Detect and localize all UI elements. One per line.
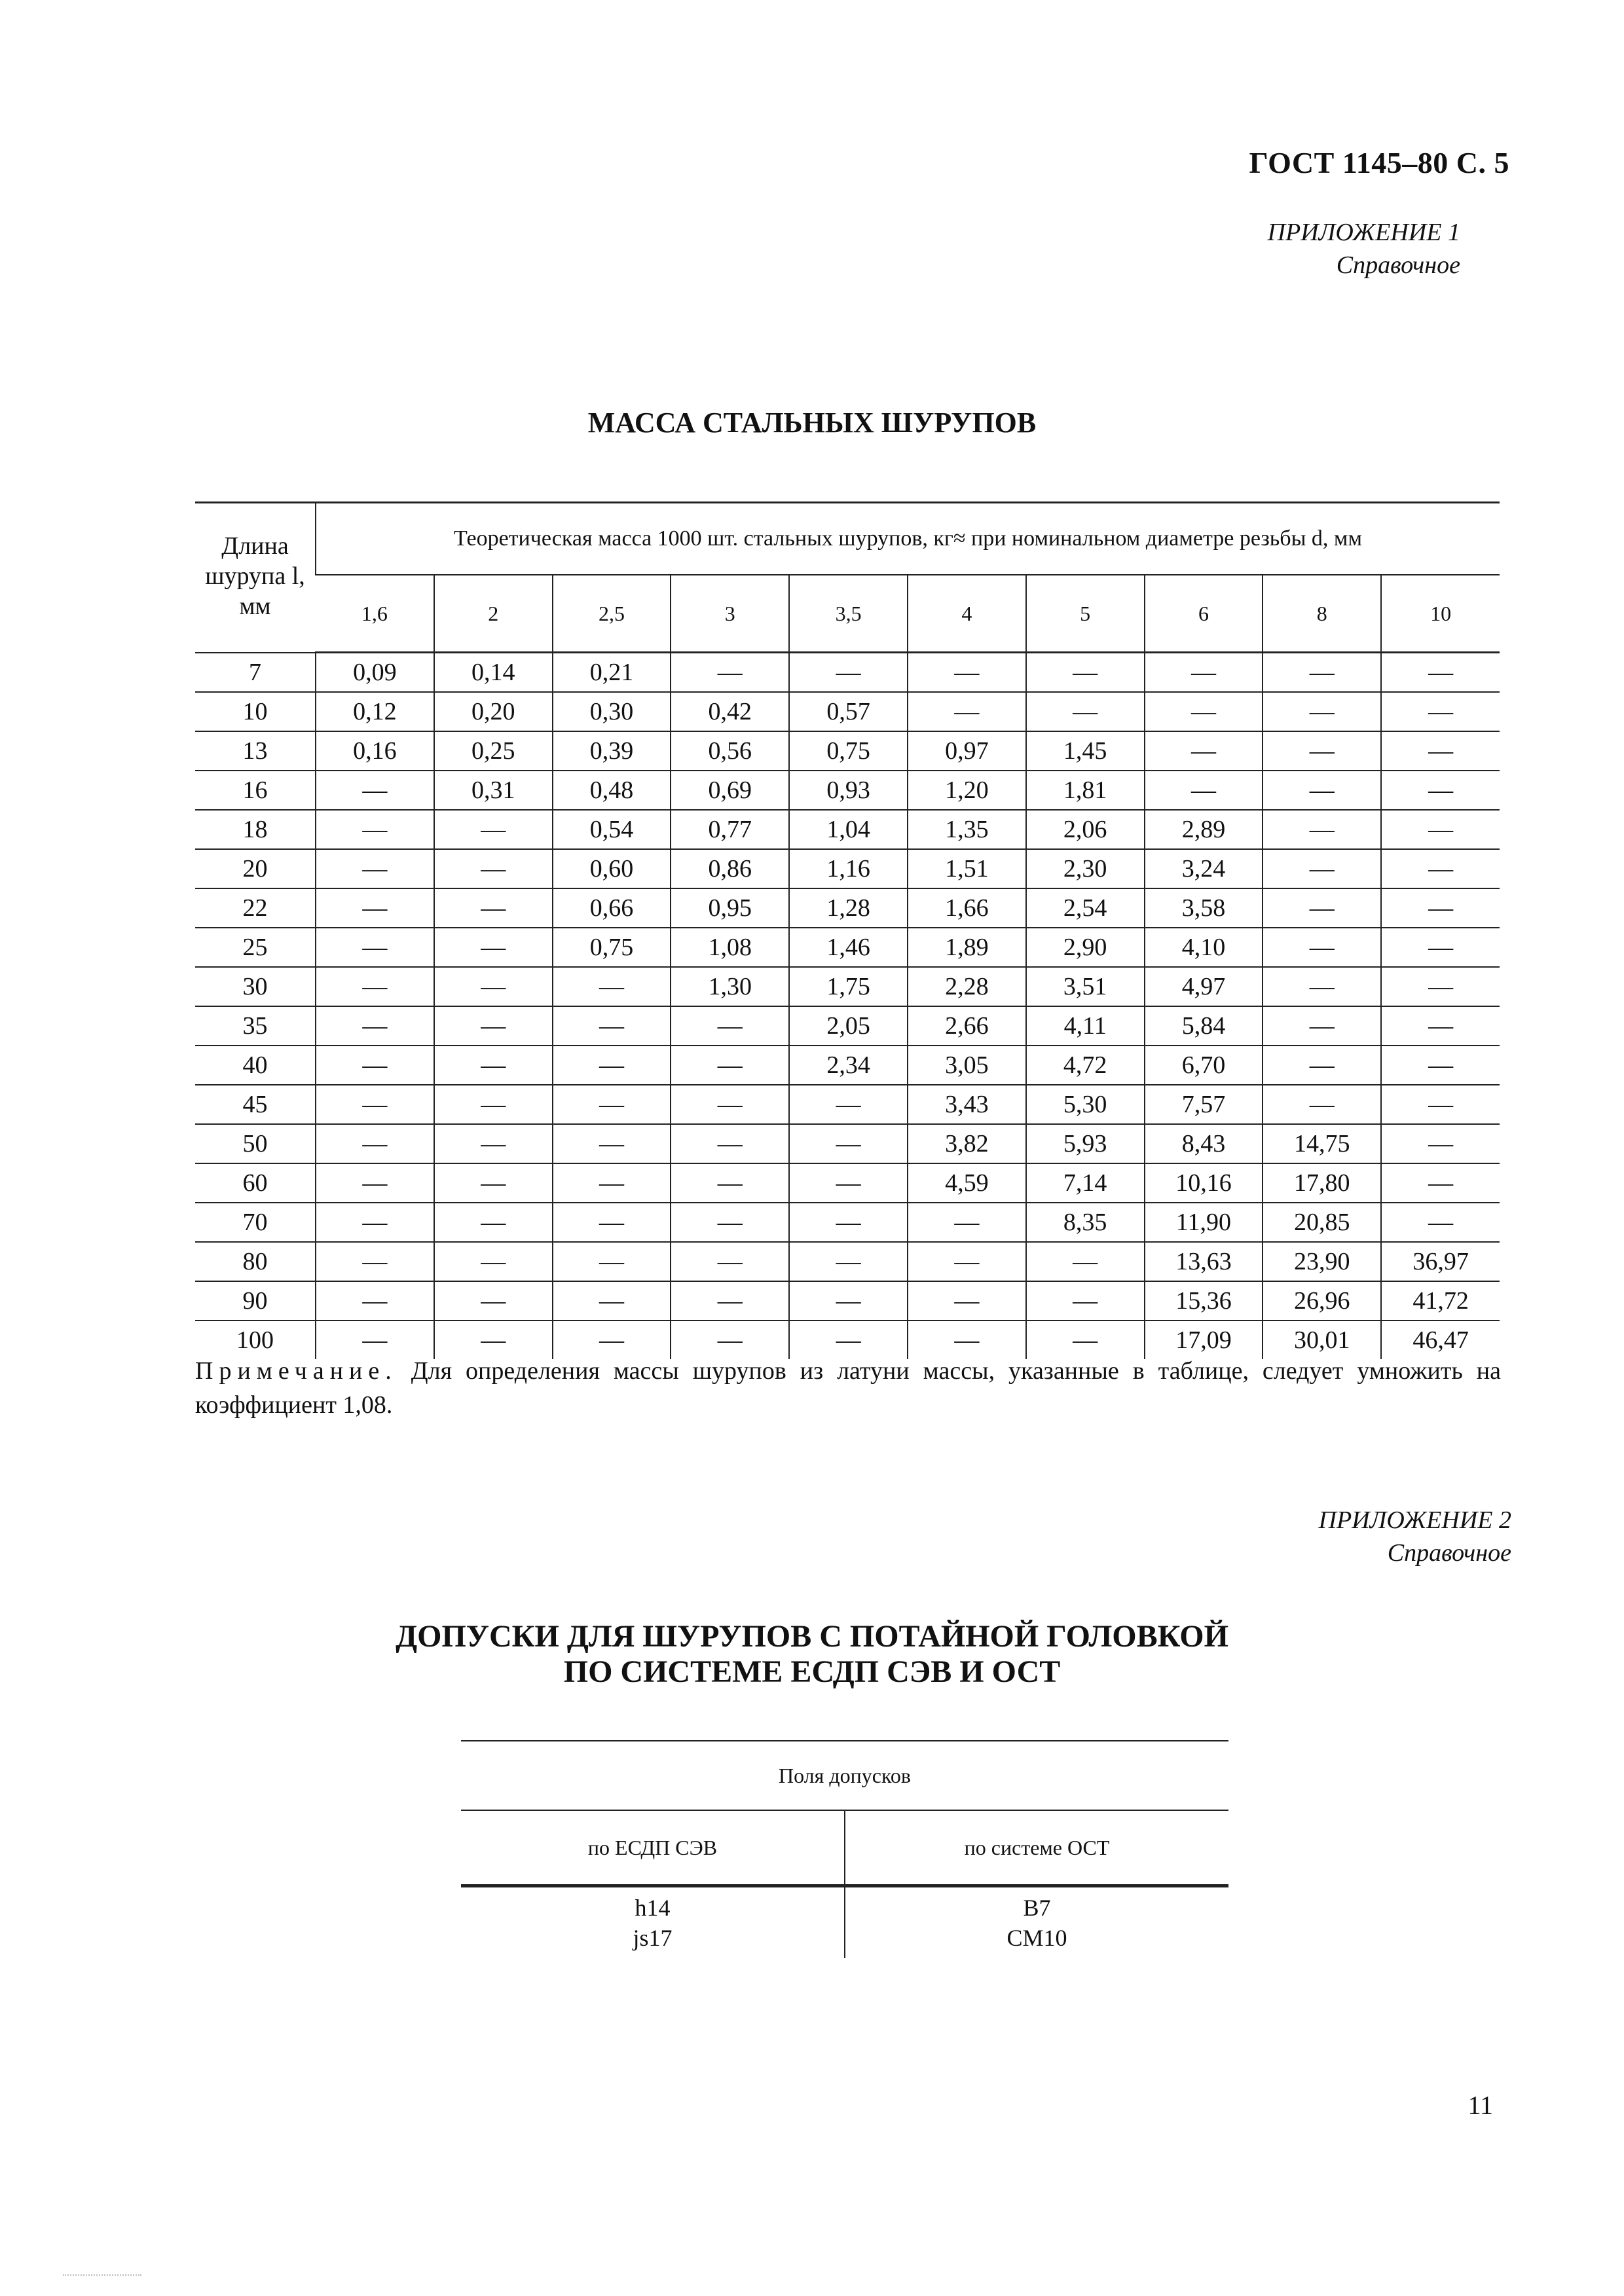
mass-cell: — [1263, 1085, 1381, 1124]
appendix-1-label: ПРИЛОЖЕНИЕ 1 [1267, 219, 1460, 246]
mass-cell: 0,77 [671, 810, 789, 849]
mass-cell: 2,05 [789, 1006, 908, 1046]
mass-cell: 7,14 [1026, 1163, 1145, 1203]
mass-cell: 7,57 [1145, 1085, 1263, 1124]
mass-cell: 0,86 [671, 849, 789, 888]
mass-cell: 2,90 [1026, 928, 1145, 967]
mass-cell: — [1381, 849, 1500, 888]
mass-cell: — [908, 653, 1026, 693]
mass-cell: 1,45 [1026, 731, 1145, 771]
table-row [195, 888, 1500, 928]
mass-cell: 0,12 [316, 692, 434, 731]
table-row [195, 653, 1500, 693]
mass-cell: — [434, 888, 553, 928]
mass-cell: 0,60 [553, 849, 671, 888]
mass-cell: — [1381, 1006, 1500, 1046]
table-note [195, 1354, 1501, 1422]
mass-cell: — [908, 1281, 1026, 1321]
mass-cell: — [553, 1124, 671, 1163]
mass-cell: — [1263, 653, 1381, 693]
mass-cell: 17,09 [1145, 1321, 1263, 1359]
mass-cell: 41,72 [1381, 1281, 1500, 1321]
mass-cell: 1,46 [789, 928, 908, 967]
mass-cell: — [1263, 849, 1381, 888]
appendix-1-kind: Справочное [1336, 251, 1460, 279]
length-cell: 10 [195, 692, 316, 731]
mass-cell: 0,54 [553, 810, 671, 849]
length-cell: 20 [195, 849, 316, 888]
esdp-value: h14 [635, 1895, 671, 1921]
mass-cell: — [1263, 692, 1381, 731]
document-code: ГОСТ 1145–80 С. 5 [1249, 146, 1509, 179]
mass-cell: — [316, 1085, 434, 1124]
mass-cell: — [553, 1281, 671, 1321]
mass-cell: — [434, 928, 553, 967]
mass-cell: — [671, 1203, 789, 1242]
mass-cell: — [908, 1321, 1026, 1359]
mass-cell: 2,30 [1026, 849, 1145, 888]
mass-cell: 2,34 [789, 1046, 908, 1085]
mass-cell: — [671, 1006, 789, 1046]
mass-cell: — [553, 1163, 671, 1203]
mass-cell: 0,25 [434, 731, 553, 771]
mass-cell: 0,14 [434, 653, 553, 693]
mass-cell: 10,16 [1145, 1163, 1263, 1203]
mass-cell: 0,09 [316, 653, 434, 693]
mass-cell: — [434, 810, 553, 849]
table-row [195, 849, 1500, 888]
length-cell: 13 [195, 731, 316, 771]
length-cell: 30 [195, 967, 316, 1006]
length-header-line: мм [239, 592, 271, 620]
mass-cell: 8,43 [1145, 1124, 1263, 1163]
diameter-header-row [195, 575, 1500, 653]
mass-cell: 5,84 [1145, 1006, 1263, 1046]
length-cell: 80 [195, 1242, 316, 1281]
diameter-header: 8 [1263, 575, 1381, 653]
mass-cell: — [316, 849, 434, 888]
mass-cell: 11,90 [1145, 1203, 1263, 1242]
section-2-title [0, 1619, 1624, 1690]
tolerance-table [461, 1740, 1228, 1958]
mass-cell: — [316, 888, 434, 928]
mass-cell: — [1026, 1321, 1145, 1359]
length-cell: 22 [195, 888, 316, 928]
mass-cell: — [434, 1163, 553, 1203]
mass-cell: — [553, 1321, 671, 1359]
table-row [195, 928, 1500, 967]
mass-cell: 2,06 [1026, 810, 1145, 849]
mass-cell: — [908, 1203, 1026, 1242]
mass-cell: — [1381, 928, 1500, 967]
mass-cell: 23,90 [1263, 1242, 1381, 1281]
mass-cell: — [908, 1242, 1026, 1281]
mass-cell: — [789, 653, 908, 693]
mass-cell: 2,28 [908, 967, 1026, 1006]
mass-cell: 1,28 [789, 888, 908, 928]
mass-cell: 3,82 [908, 1124, 1026, 1163]
length-header-line: Длина [221, 532, 289, 560]
length-cell: 18 [195, 810, 316, 849]
mass-cell: 5,93 [1026, 1124, 1145, 1163]
mass-cell: 0,66 [553, 888, 671, 928]
mass-cell: — [1263, 888, 1381, 928]
mass-cell: — [789, 1163, 908, 1203]
table-row [195, 692, 1500, 731]
mass-cell: — [434, 1321, 553, 1359]
mass-cell: — [434, 1242, 553, 1281]
mass-cell: 13,63 [1145, 1242, 1263, 1281]
section-2-title-line: ПО СИСТЕМЕ ЕСДП СЭВ И ОСТ [563, 1654, 1061, 1689]
mass-cell: — [671, 1163, 789, 1203]
mass-cell: 2,66 [908, 1006, 1026, 1046]
mass-cell: — [434, 1085, 553, 1124]
mass-cell: — [316, 1046, 434, 1085]
mass-cell: 0,48 [553, 771, 671, 810]
mass-cell: — [316, 928, 434, 967]
mass-cell: — [1263, 928, 1381, 967]
scan-artifact [63, 2274, 141, 2278]
mass-cell: 4,10 [1145, 928, 1263, 967]
mass-cell: 8,35 [1026, 1203, 1145, 1242]
ost-values [845, 1886, 1228, 1959]
mass-cell: — [1381, 653, 1500, 693]
mass-cell: — [434, 849, 553, 888]
mass-cell: 4,11 [1026, 1006, 1145, 1046]
length-cell: 7 [195, 653, 316, 693]
mass-cell: 0,20 [434, 692, 553, 731]
ost-value: B7 [1023, 1895, 1051, 1921]
diameter-header: 2 [434, 575, 553, 653]
mass-cell: 5,30 [1026, 1085, 1145, 1124]
mass-cell: — [1026, 1281, 1145, 1321]
mass-cell: — [1381, 1163, 1500, 1203]
esdp-column-header: по ЕСДП СЭВ [461, 1810, 845, 1886]
section-1-title: МАССА СТАЛЬНЫХ ШУРУПОВ [587, 407, 1037, 439]
diameter-header: 10 [1381, 575, 1500, 653]
mass-cell: — [1381, 888, 1500, 928]
mass-cell: 20,85 [1263, 1203, 1381, 1242]
mass-cell: — [553, 1006, 671, 1046]
tolerance-group-header: Поля допусков [461, 1741, 1228, 1810]
mass-cell: — [553, 1242, 671, 1281]
mass-cell: — [1381, 692, 1500, 731]
mass-cell: — [1263, 1006, 1381, 1046]
mass-cell: 0,75 [789, 731, 908, 771]
mass-cell: — [671, 1124, 789, 1163]
diameter-header: 3,5 [789, 575, 908, 653]
mass-cell: — [1026, 1242, 1145, 1281]
mass-cell: 3,51 [1026, 967, 1145, 1006]
mass-cell: — [316, 1321, 434, 1359]
length-column-header [195, 503, 316, 653]
table-row [195, 810, 1500, 849]
mass-cell: 1,04 [789, 810, 908, 849]
length-cell: 100 [236, 1326, 274, 1354]
mass-cell: 3,24 [1145, 849, 1263, 888]
mass-cell: — [789, 1321, 908, 1359]
diameter-header: 4 [908, 575, 1026, 653]
mass-cell: — [789, 1242, 908, 1281]
mass-cell: 0,97 [908, 731, 1026, 771]
mass-cell: 1,08 [671, 928, 789, 967]
mass-cell: — [1381, 1203, 1500, 1242]
mass-cell: — [1263, 731, 1381, 771]
note-label: Примечание. [195, 1357, 397, 1385]
mass-cell: 1,16 [789, 849, 908, 888]
diameter-header: 2,5 [553, 575, 671, 653]
diameter-header: 5 [1026, 575, 1145, 653]
ost-column-header: по системе ОСТ [845, 1810, 1228, 1886]
mass-cell: — [553, 967, 671, 1006]
appendix-2-kind: Справочное [1387, 1539, 1511, 1567]
mass-cell: 1,66 [908, 888, 1026, 928]
mass-cell: — [1026, 692, 1145, 731]
mass-cell: 0,57 [789, 692, 908, 731]
appendix-1-block [1268, 216, 1460, 282]
length-cell: 70 [195, 1203, 316, 1242]
mass-cell: 2,54 [1026, 888, 1145, 928]
mass-cell: 0,56 [671, 731, 789, 771]
mass-cell: — [1263, 967, 1381, 1006]
mass-cell: — [316, 1163, 434, 1203]
table-row [195, 731, 1500, 771]
appendix-2-block [1319, 1504, 1511, 1569]
mass-table-body [195, 653, 1500, 1360]
table-row [195, 1281, 1500, 1321]
mass-cell: — [1381, 810, 1500, 849]
table-row [195, 771, 1500, 810]
mass-cell: — [1263, 810, 1381, 849]
mass-table [195, 501, 1500, 1359]
mass-cell: 0,30 [553, 692, 671, 731]
table-row [195, 1203, 1500, 1242]
mass-cell: — [789, 1203, 908, 1242]
mass-cell: 46,47 [1381, 1321, 1500, 1359]
mass-cell: 1,75 [789, 967, 908, 1006]
length-cell: 16 [195, 771, 316, 810]
table-row [195, 1124, 1500, 1163]
mass-cell: 3,43 [908, 1085, 1026, 1124]
mass-cell: 0,21 [553, 653, 671, 693]
ost-value: CM10 [1006, 1925, 1067, 1951]
length-cell: 45 [195, 1085, 316, 1124]
mass-cell: 30,01 [1263, 1321, 1381, 1359]
table-row [195, 1242, 1500, 1281]
mass-cell: — [789, 1124, 908, 1163]
esdp-values [461, 1886, 845, 1959]
mass-cell: — [434, 1046, 553, 1085]
mass-cell: — [789, 1281, 908, 1321]
tolerance-row [461, 1886, 1228, 1959]
mass-cell: 14,75 [1263, 1124, 1381, 1163]
mass-cell: — [434, 1124, 553, 1163]
mass-cell: — [671, 1321, 789, 1359]
mass-cell: 0,31 [434, 771, 553, 810]
mass-cell: 1,35 [908, 810, 1026, 849]
mass-cell: 4,97 [1145, 967, 1263, 1006]
mass-cell: — [316, 771, 434, 810]
mass-cell: — [434, 1203, 553, 1242]
page-number: 11 [1467, 2090, 1493, 2120]
mass-cell: 26,96 [1263, 1281, 1381, 1321]
mass-cell: — [1381, 1046, 1500, 1085]
mass-cell: 1,89 [908, 928, 1026, 967]
mass-cell: — [671, 1085, 789, 1124]
mass-cell: 1,20 [908, 771, 1026, 810]
appendix-2-label: ПРИЛОЖЕНИЕ 2 [1318, 1506, 1511, 1534]
mass-cell: 6,70 [1145, 1046, 1263, 1085]
mass-cell: — [671, 1242, 789, 1281]
mass-cell: — [316, 1203, 434, 1242]
mass-cell: — [1145, 653, 1263, 693]
mass-cell: 1,51 [908, 849, 1026, 888]
table-row [195, 967, 1500, 1006]
mass-cell: — [553, 1046, 671, 1085]
mass-cell: — [671, 653, 789, 693]
table-row [195, 1046, 1500, 1085]
mass-span-header: Теоретическая масса 1000 шт. стальных шурупов, кг≈ при номинальном диаметре резьбы d, мм [316, 503, 1500, 575]
mass-cell: — [908, 692, 1026, 731]
table-row [195, 1085, 1500, 1124]
table-row [195, 1163, 1500, 1203]
diameter-header: 3 [671, 575, 789, 653]
length-cell: 60 [195, 1163, 316, 1203]
mass-cell: — [553, 1203, 671, 1242]
mass-cell: — [1381, 967, 1500, 1006]
mass-cell: 0,93 [789, 771, 908, 810]
mass-cell: 2,89 [1145, 810, 1263, 849]
mass-cell: — [1381, 771, 1500, 810]
mass-cell: — [1263, 1046, 1381, 1085]
mass-cell: 4,72 [1026, 1046, 1145, 1085]
length-cell: 90 [195, 1281, 316, 1321]
mass-cell: — [1381, 731, 1500, 771]
mass-cell: 4,59 [908, 1163, 1026, 1203]
mass-cell: — [1145, 692, 1263, 731]
mass-cell: — [316, 1281, 434, 1321]
mass-cell: — [316, 1124, 434, 1163]
mass-cell: 0,95 [671, 888, 789, 928]
length-cell: 25 [195, 928, 316, 967]
mass-cell: 3,58 [1145, 888, 1263, 928]
mass-cell: — [434, 1006, 553, 1046]
section-2-title-line: ДОПУСКИ ДЛЯ ШУРУПОВ С ПОТАЙНОЙ ГОЛОВКОЙ [396, 1619, 1228, 1654]
mass-cell: — [789, 1085, 908, 1124]
mass-cell: — [671, 1281, 789, 1321]
length-header-line: шурупа l, [205, 562, 305, 590]
mass-cell: — [553, 1085, 671, 1124]
mass-cell: 0,39 [553, 731, 671, 771]
diameter-header: 6 [1145, 575, 1263, 653]
note-text: Для определения массы шурупов из латуни массы, указанные в таблице, следует умножить на коэффициент 1,08. [195, 1357, 1501, 1419]
mass-cell: — [1381, 1085, 1500, 1124]
mass-cell: 15,36 [1145, 1281, 1263, 1321]
length-cell: 50 [195, 1124, 316, 1163]
diameter-header: 1,6 [316, 575, 434, 653]
mass-cell: — [671, 1046, 789, 1085]
mass-cell: — [1026, 653, 1145, 693]
mass-cell: 36,97 [1381, 1242, 1500, 1281]
table-row [195, 1006, 1500, 1046]
mass-cell: 1,30 [671, 967, 789, 1006]
length-cell: 35 [195, 1006, 316, 1046]
mass-cell: 1,81 [1026, 771, 1145, 810]
mass-cell: — [434, 967, 553, 1006]
mass-cell: — [316, 1242, 434, 1281]
mass-cell: 0,69 [671, 771, 789, 810]
mass-cell: — [1145, 771, 1263, 810]
mass-cell: — [316, 1006, 434, 1046]
mass-cell: — [1263, 771, 1381, 810]
mass-cell: 3,05 [908, 1046, 1026, 1085]
mass-cell: — [1145, 731, 1263, 771]
length-cell: 40 [195, 1046, 316, 1085]
mass-cell: 0,42 [671, 692, 789, 731]
esdp-value: js17 [633, 1925, 673, 1951]
mass-cell: 0,75 [553, 928, 671, 967]
mass-cell: 17,80 [1263, 1163, 1381, 1203]
mass-cell: 0,16 [316, 731, 434, 771]
mass-cell: — [1381, 1124, 1500, 1163]
mass-cell: — [316, 967, 434, 1006]
mass-cell: — [434, 1281, 553, 1321]
mass-cell: — [316, 810, 434, 849]
